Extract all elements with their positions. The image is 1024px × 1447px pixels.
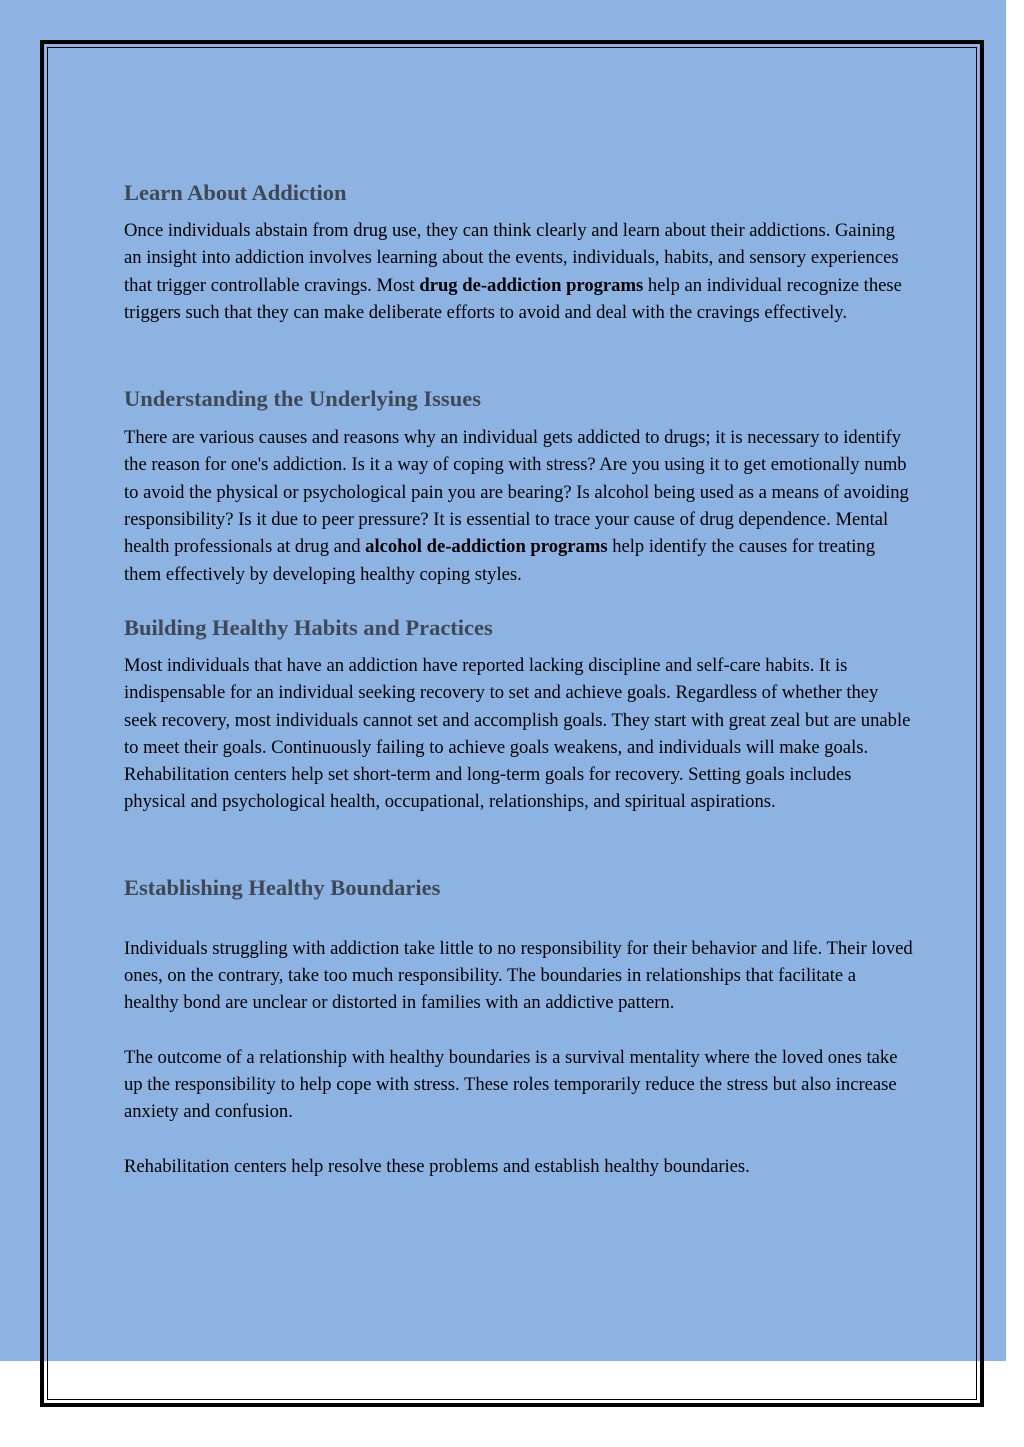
bold-keyword-alcohol-de-addiction-programs: alcohol de-addiction programs [365,536,608,558]
paragraph-text: Most individuals that have an addiction have reported lacking discipline and self-care habits. It is indispensable for an individual seeking recovery to set and achieve goals. Regardless of whether they seek recovery, most individuals cannot set and accomplish goals. They start with great zeal but are unable to meet their goals. Continuously failing to achieve goals weakens, and individuals will make goals. Rehabilitation centers help set short-term and long-term goals for recovery. Setting goals includes physical and psychological health, occupational, relationships, and spiritual aspirations. [124,654,911,813]
section-paragraph-healthy-boundaries-3: Rehabilitation centers help resolve these problems and establish healthy boundaries. [124,1155,750,1177]
section-heading-healthy-boundaries: Establishing Healthy Boundaries [124,874,441,900]
section-paragraph-healthy-habits [124,652,914,816]
section-heading-healthy-habits: Building Healthy Habits and Practices [124,614,493,640]
section-paragraph-healthy-boundaries-2: The outcome of a relationship with healthy boundaries is a survival mentality where the loved ones take up the responsibility to help cope with stress. These roles temporarily reduce the stress but also increase anxiety and confusion. [124,1046,898,1123]
section-paragraph-learn-about-addiction [124,217,914,326]
section-paragraph-healthy-boundaries-1: Individuals struggling with addiction take little to no responsibility for their behavior and life. Their loved ones, on the contrary, take too much responsibility. The boundaries in relationships that facilitate a healthy bond are unclear or distorted in families with an addictive pattern. [124,937,913,1014]
paragraph-text: help identify the causes for treating them effectively by developing healthy coping styles. [124,536,876,585]
section-heading-underlying-issues: Understanding the Underlying Issues [124,386,481,412]
paragraph-text: help an individual recognize these triggers such that they can make deliberate efforts to avoid and deal with the cravings effectively. [124,274,902,323]
paragraph-text: Once individuals abstain from drug use, they can think clearly and learn about their addictions. Gaining an insight into addiction involves learning about the events, individuals, habits, and sensory experiences that trigger controllable cravings. Most [124,220,899,296]
bold-keyword-drug-de-addiction-programs: drug de-addiction programs [419,274,644,296]
section-paragraph-underlying-issues [124,424,914,588]
paragraph-text: There are various causes and reasons why an individual gets addicted to drugs; it is necessary to identify the reason for one's addiction. Is it a way of coping with stress? Are you using it to get emotionally numb to avoid the physical or psychological pain you are bearing? Is alcohol being used as a means of avoiding responsibility? Is it due to peer pressure? It is essential to trace your cause of drug dependence. Mental health professionals at drug and [124,427,909,558]
document-body [124,176,914,1180]
section-heading-learn-about-addiction: Learn About Addiction [124,180,347,205]
